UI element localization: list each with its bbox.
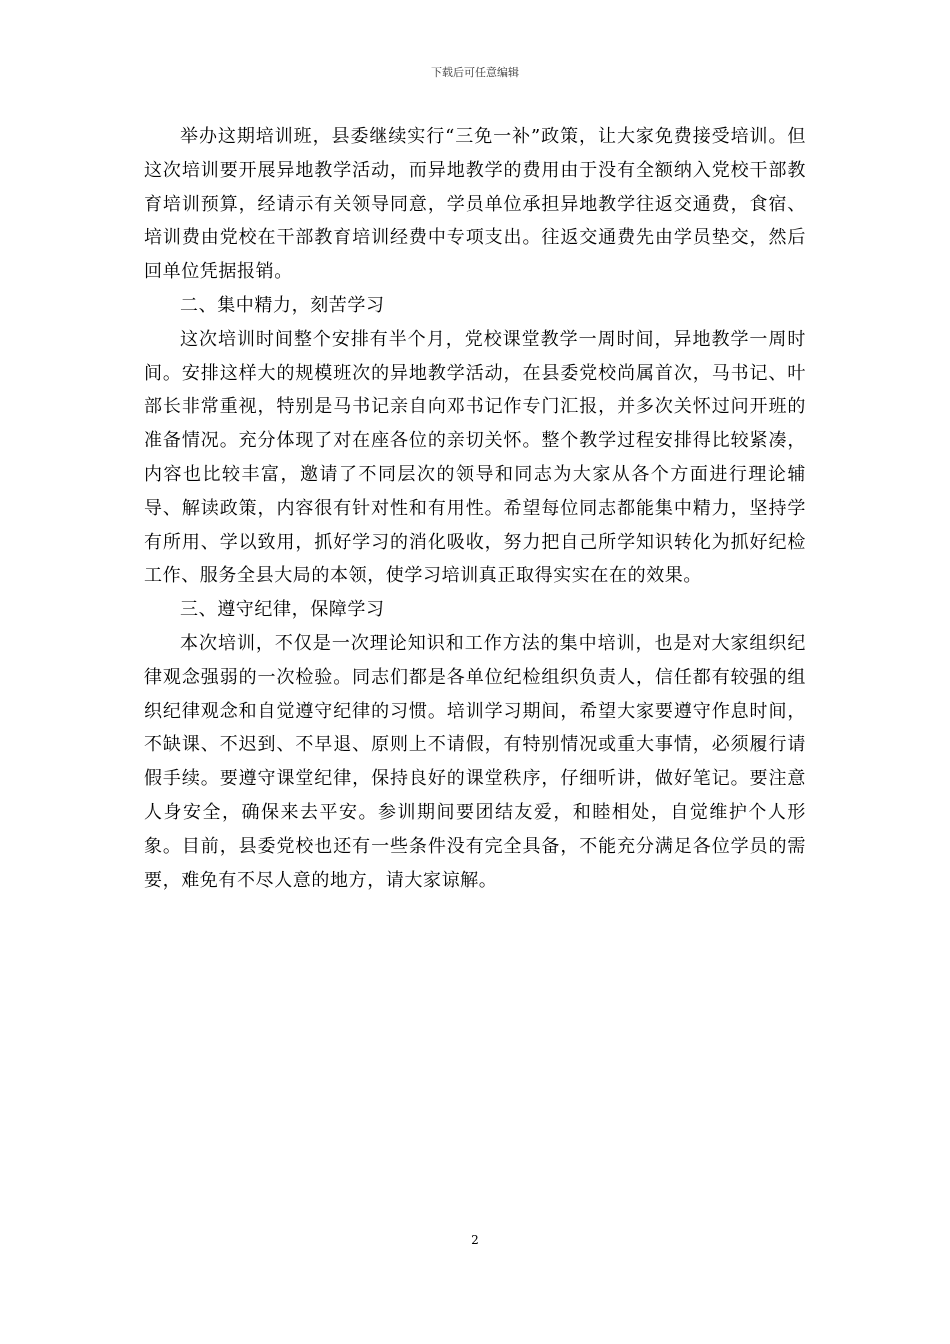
section-heading-focus: 二、集中精力，刻苦学习 bbox=[180, 294, 385, 316]
page-number: 2 bbox=[471, 1233, 479, 1247]
paragraph-focus-study: 这次培训时间整个安排有半个月，党校课堂教学一周时间，异地教学一周时间。安排这样大的规模班次的异地教学活动，在县委党校尚属首次，马书记、叶部长非常重视，特别是马书记亲自向邓书记作专门汇报，并多次关怀过问开班的准备情况。充分体现了对在座各位的亲切关怀。整个教学过程安排得比较紧凑，内容也比较丰富，邀请了不同层次的领导和同志为大家从各个方面进行理论辅导、解读政策，内容很有针对性和有用性。希望每位同志都能集中精力，坚持学有所用、学以致用，抓好学习的消化吸收，努力把自己所学知识转化为抓好纪检工作、服务全县大局的本领，使学习培训真正取得实实在在的效果。 bbox=[144, 328, 806, 587]
paragraph-discipline: 本次培训，不仅是一次理论知识和工作方法的集中培训，也是对大家组织纪律观念强弱的一次检验。同志们都是各单位纪检组织负责人，信任都有较强的组织纪律观念和自觉遵守纪律的习惯。培训学习期间，希望大家要遵守作息时间，不缺课、不迟到、不早退、原则上不请假，有特别情况或重大事情，必须履行请假手续。要遵守课堂纪律，保持良好的课堂秩序，仔细听讲，做好笔记。要注意人身安全，确保来去平安。参训期间要团结友爱，和睦相处，自觉维护个人形象。目前，县委党校也还有一些条件没有完全具备，不能充分满足各位学员的需要，难免有不尽人意的地方，请大家谅解。 bbox=[144, 632, 806, 891]
page-header: 下载后可任意编辑 bbox=[431, 66, 519, 79]
section-heading-discipline: 三、遵守纪律，保障学习 bbox=[180, 599, 385, 621]
document-body bbox=[144, 120, 806, 897]
paragraph-training-cost: 举办这期培训班，县委继续实行“三免一补”政策，让大家免费接受培训。但这次培训要开展异地教学活动，而异地教学的费用由于没有全额纳入党校干部教育培训预算，经请示有关领导同意，学员单位承担异地教学往返交通费，食宿、培训费由党校在干部教育培训经费中专项支出。往返交通费先由学员垫交，然后回单位凭据报销。 bbox=[144, 126, 806, 283]
